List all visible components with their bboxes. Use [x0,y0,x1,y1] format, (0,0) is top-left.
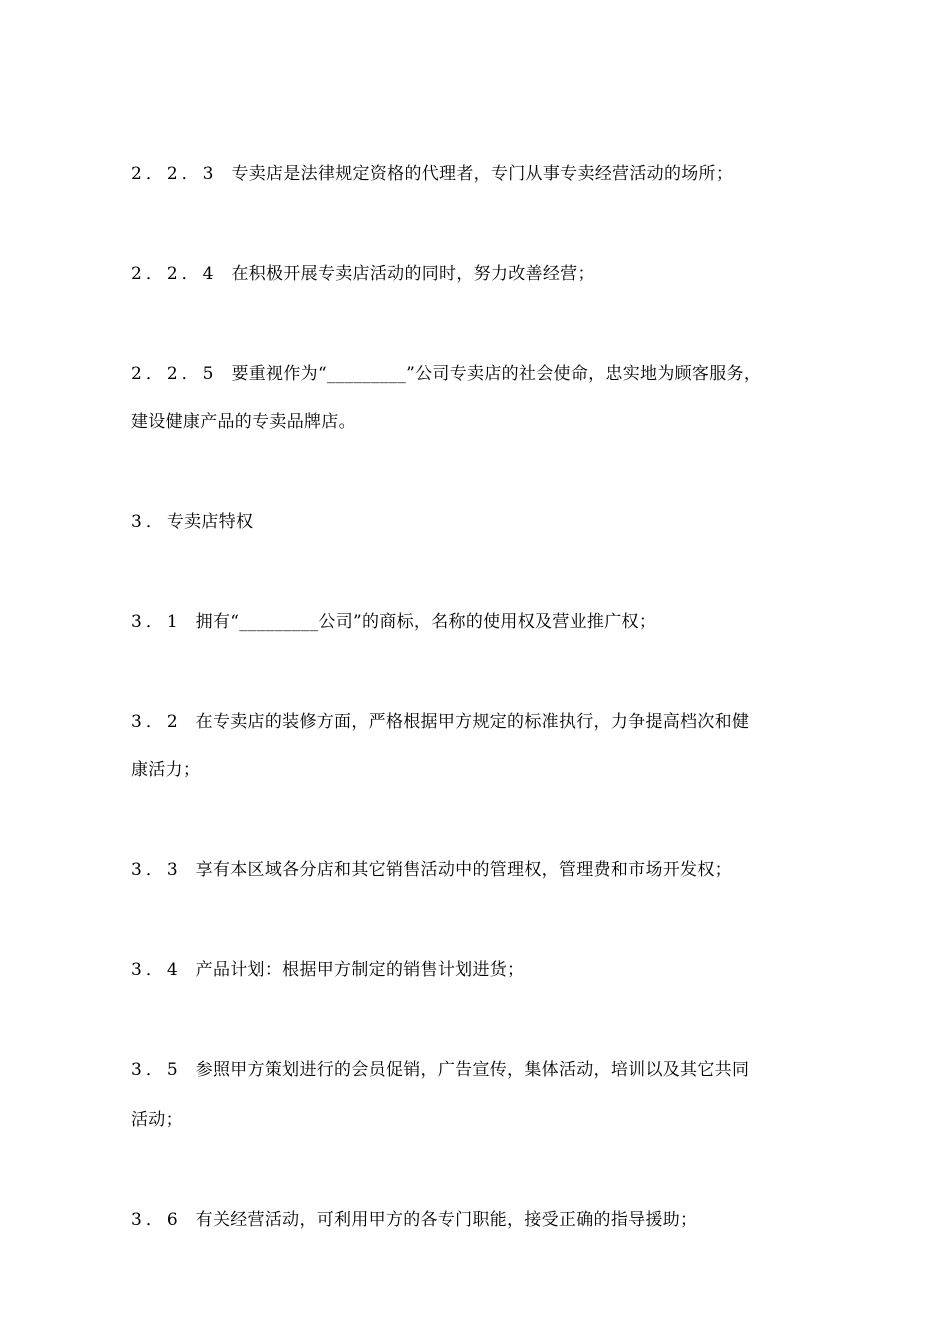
paragraph-text: 有关经营活动，可利用甲方的各专门职能，接受正确的指导援助； [195,1210,698,1230]
section-number: 3． [131,512,167,532]
paragraph-text: 在积极开展专卖店活动的同时，努力改善经营； [231,264,595,284]
paragraph-text: 在专卖店的装修方面，严格根据甲方规定的标准执行，力争提高档次和健 [195,712,750,732]
paragraph-text: 享有本区域各分店和其它销售活动中的管理权，管理费和市场开发权； [195,860,732,880]
paragraph-2-2-3 [131,162,733,186]
paragraph-2-2-4 [131,262,595,286]
paragraph-text: 康活力； [131,760,201,780]
paragraph-3-2 [131,710,749,734]
paragraph-number: 3．5 [131,1060,182,1080]
paragraph-3-2-continuation [131,758,200,782]
paragraph-3-5-continuation [131,1108,183,1132]
paragraph-text: 拥有“_________公司”的商标，名称的使用权及营业推广权； [195,612,657,632]
paragraph-number: 3．1 [131,612,182,632]
paragraph-text: 专卖店是法律规定资格的代理者，专门从事专卖经营活动的场所； [231,164,734,184]
paragraph-text: 要重视作为“_________”公司专卖店的社会使命，忠实地为顾客服务， [231,364,762,384]
section-heading-3 [131,510,253,534]
paragraph-text: 产品计划：根据甲方制定的销售计划进货； [195,960,525,980]
paragraph-text: 建设健康产品的专卖品牌店。 [131,412,356,432]
paragraph-3-1 [131,610,656,634]
paragraph-number: 3．6 [131,1210,182,1230]
paragraph-number: 2．2．4 [131,264,218,284]
paragraph-3-5 [131,1058,749,1082]
paragraph-number: 3．2 [131,712,182,732]
paragraph-2-2-5 [131,362,761,386]
paragraph-3-3 [131,858,732,882]
paragraph-2-2-5-continuation [131,410,356,434]
paragraph-number: 3．3 [131,860,182,880]
paragraph-3-6 [131,1208,697,1232]
paragraph-number: 2．2．3 [131,164,218,184]
paragraph-number: 3．4 [131,960,182,980]
paragraph-number: 2．2．5 [131,364,218,384]
paragraph-text: 参照甲方策划进行的会员促销，广告宣传，集体活动，培训以及其它共同 [195,1060,750,1080]
paragraph-text: 活动； [131,1110,183,1130]
paragraph-3-4 [131,958,524,982]
section-title: 专卖店特权 [166,512,254,532]
